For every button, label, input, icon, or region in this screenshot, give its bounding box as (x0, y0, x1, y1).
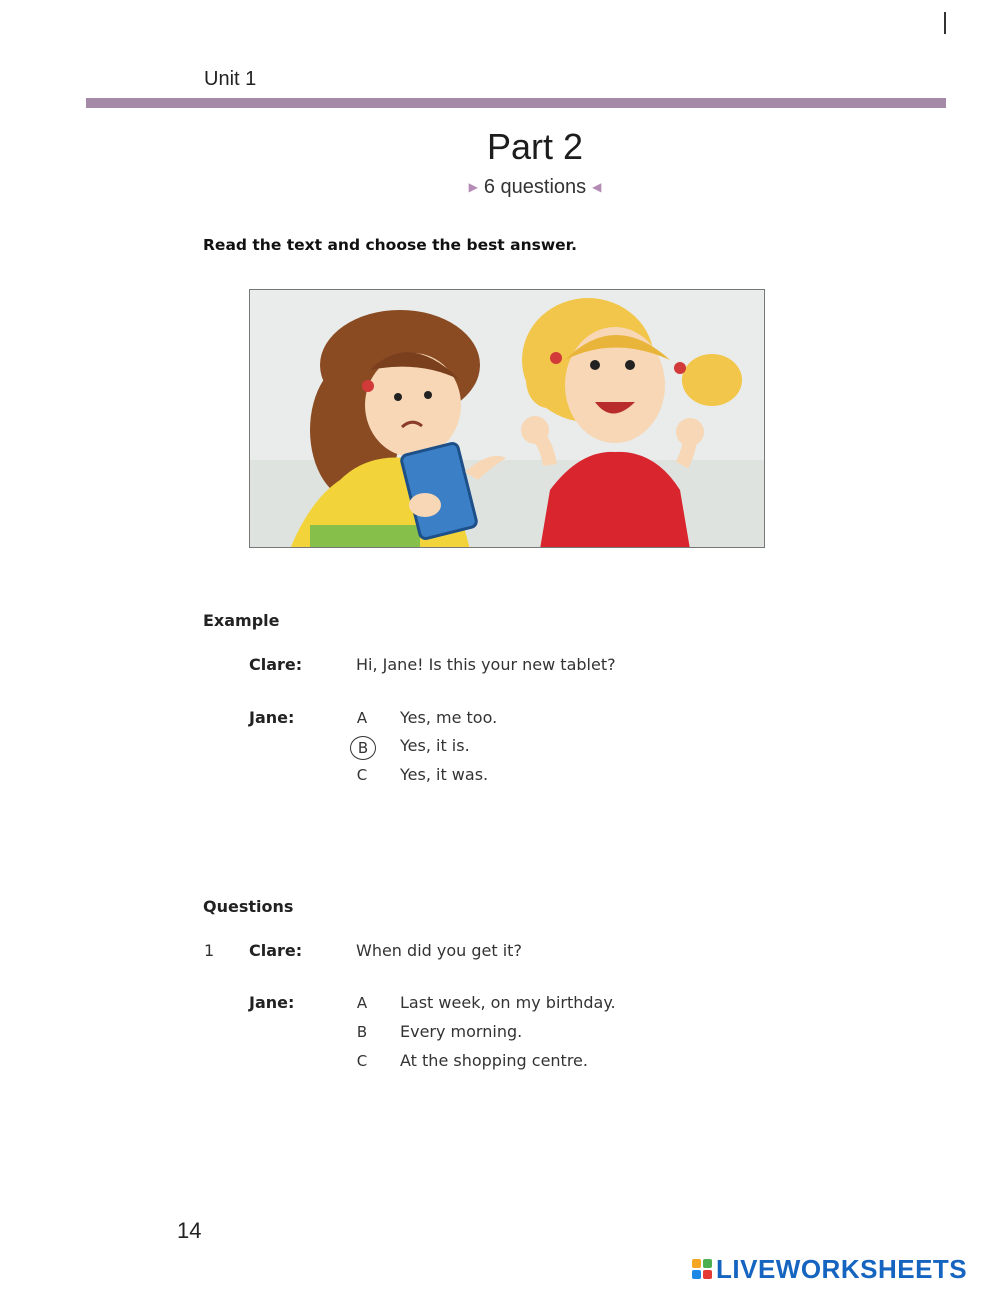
question-option-text[interactable]: Every morning. (400, 1022, 523, 1041)
triangle-right-icon: ▶ (468, 180, 478, 194)
unit-label: Unit 1 (204, 68, 257, 90)
part-title: Part 2 (486, 126, 584, 167)
example-reply-speaker: Jane: (249, 708, 295, 727)
example-option-letter: C (356, 766, 368, 784)
instruction-text: Read the text and choose the best answer. (203, 236, 577, 254)
questions-heading: Questions (203, 897, 294, 916)
question-prompt-speaker: Clare: (249, 941, 303, 960)
example-prompt-text: Hi, Jane! Is this your new tablet? (356, 655, 616, 674)
question-option-letter[interactable]: A (356, 994, 368, 1012)
example-option-letter: A (356, 709, 368, 727)
page-number: 14 (177, 1218, 202, 1243)
triangle-left-icon: ◀ (592, 180, 602, 194)
page-edge-mark (944, 12, 946, 34)
question-count: 6 questions (483, 176, 587, 198)
liveworksheets-logo-icon (692, 1259, 712, 1279)
example-prompt-speaker: Clare: (249, 655, 303, 674)
question-reply-speaker: Jane: (249, 993, 295, 1012)
brand-text: LIVEWORKSHEETS (716, 1253, 968, 1284)
example-option-text: Yes, it was. (400, 765, 489, 784)
question-option-letter[interactable]: C (356, 1052, 368, 1070)
liveworksheets-logo[interactable] (692, 1254, 967, 1284)
question-prompt-text: When did you get it? (356, 941, 522, 960)
question-option-letter[interactable]: B (356, 1023, 368, 1041)
question-number: 1 (204, 941, 215, 960)
illustration-two-girls (249, 289, 765, 548)
part-subtitle (0, 176, 1000, 199)
example-option-text: Yes, it is. (400, 736, 470, 755)
example-option-text: Yes, me too. (400, 708, 498, 727)
question-option-text[interactable]: At the shopping centre. (400, 1051, 588, 1070)
header-bar (86, 98, 946, 108)
question-option-text[interactable]: Last week, on my birthday. (400, 993, 616, 1012)
example-option-letter-selected[interactable]: B (350, 736, 376, 760)
example-heading: Example (203, 611, 280, 630)
